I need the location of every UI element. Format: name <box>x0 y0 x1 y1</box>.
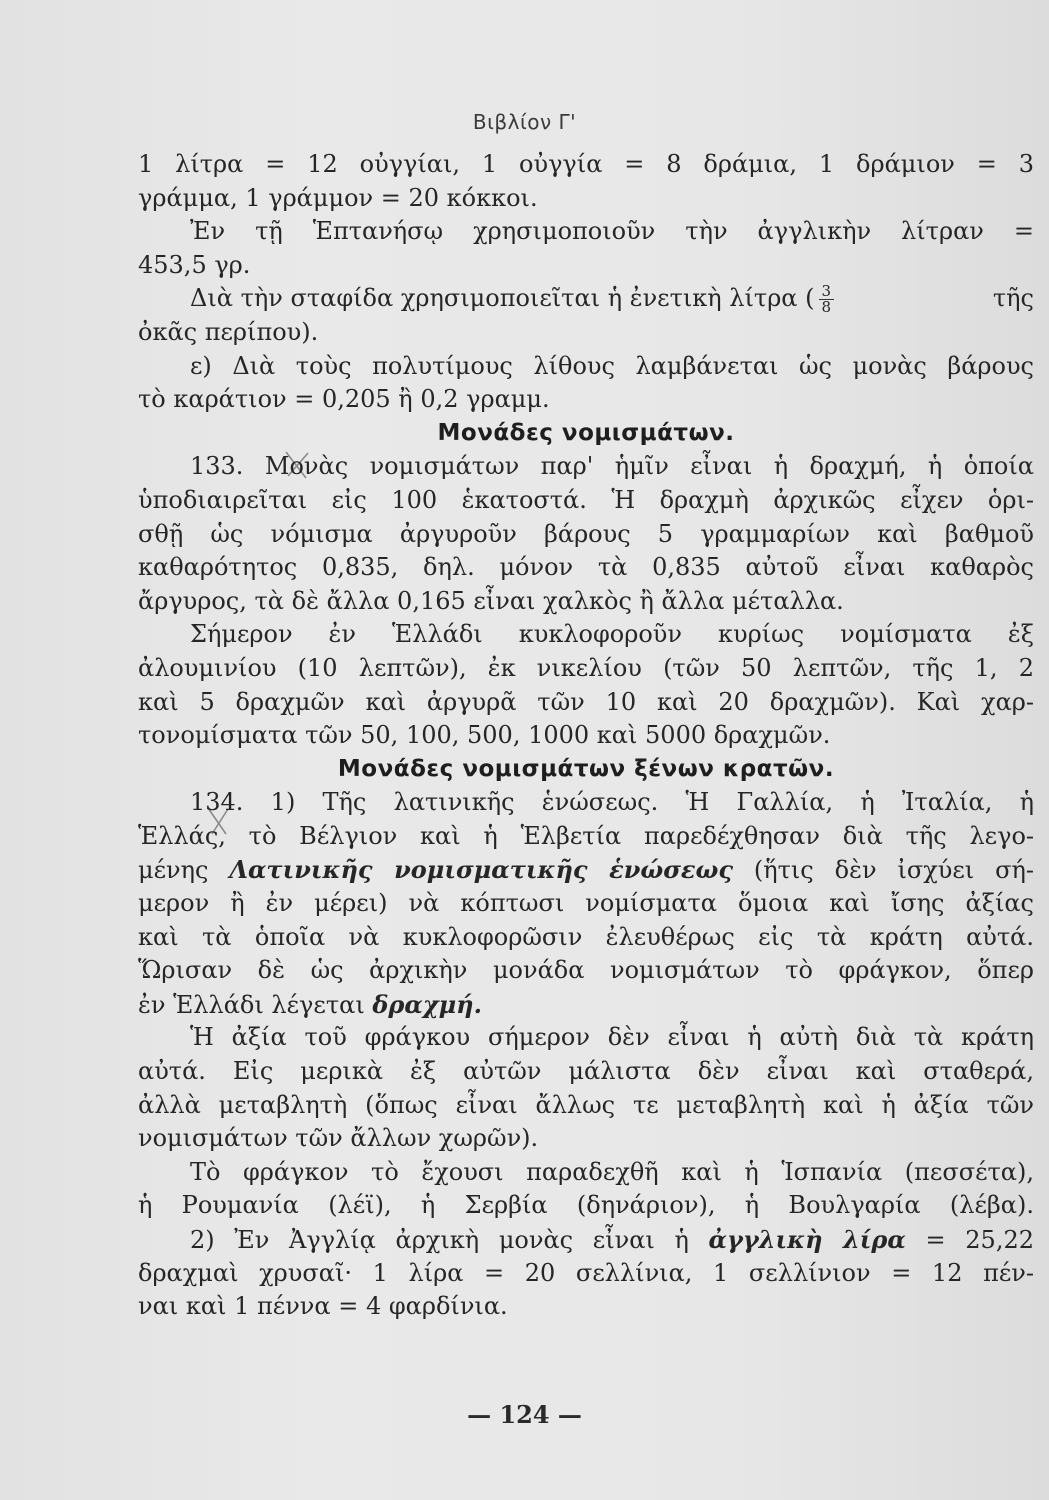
text-line: αὐτά. Εἰς μερικὰ ἐξ αὐτῶν μάλιστα δὲν εἶναι καὶ σταθερά, <box>138 1057 1034 1086</box>
text-line: ὀκᾶς περίπου). <box>138 317 319 346</box>
text-line <box>138 1223 1034 1257</box>
text-line: καὶ 5 δραχμῶν καὶ ἀργυρᾶ τῶν 10 καὶ 20 δραχμῶν). Καὶ χαρ- <box>138 687 1034 716</box>
text-line: Ἡ ἀξία τοῦ φράγκου σήμερον δὲν εἶναι ἡ αὐτὴ διὰ τὰ κράτη <box>190 1023 1034 1052</box>
text-line: τονομίσματα τῶν 50, 100, 500, 1000 καὶ 5000 δραχμῶν. <box>138 721 831 750</box>
text-line: καθαρότητος 0,835, δηλ. μόνον τὰ 0,835 αὐτοῦ εἶναι καθαρὸς <box>138 553 1034 582</box>
text-segment: ἐν Ἑλλάδι λέγεται <box>138 990 365 1019</box>
text-segment: τῆς <box>992 284 1034 313</box>
text-line: Ὥρισαν δὲ ὡς ἀρχικὴν μονάδα νομισμάτων τὸ φράγκον, ὅπερ <box>138 956 1034 985</box>
page-number: — 124 — <box>467 1400 582 1429</box>
text-segment: 2) Ἐν Ἀγγλίᾳ ἀρχικὴ μονὰς εἶναι ἡ <box>190 1226 689 1254</box>
text-line: σθῇ ὡς νόμισμα ἀργυροῦν βάρους 5 γραμμαρίων καὶ βαθμοῦ <box>138 519 1034 548</box>
text-line: ναι καὶ 1 πέννα = 4 φαρδίνια. <box>138 1292 508 1321</box>
text-segment: (ἥτις δὲν ἰσχύει σή- <box>753 856 1034 885</box>
text-line: νομισμάτων τῶν ἄλλων χωρῶν). <box>138 1124 539 1153</box>
text-line: καὶ τὰ ὁποῖα νὰ κυκλοφορῶσιν ἐλευθέρως εἰς τὰ κράτη αὐτά. <box>138 922 1034 951</box>
body-text <box>138 148 1034 1324</box>
text-segment: μένης <box>138 856 209 885</box>
emphasis-term: ἀγγλικὴ λίρα <box>708 1225 906 1254</box>
fraction-denominator: 8 <box>821 298 832 316</box>
section-heading: Μονάδες νομισμάτων ξένων κρατῶν. <box>337 755 835 782</box>
text-segment <box>190 282 838 316</box>
text-segment: = 25,22 <box>925 1226 1034 1254</box>
fraction <box>819 284 835 315</box>
text-line: γράμμα, 1 γράμμον = 20 κόκκοι. <box>138 183 538 212</box>
text-segment: Διὰ τὴν σταφίδα χρησιμοποιεῖται ἡ ἐνετικὴ λίτρα ( <box>190 284 815 313</box>
section-heading: Μονάδες νομισμάτων. <box>437 419 735 446</box>
text-line: μερον ἢ ἐν μέρει) νὰ κόπτωσι νομίσματα ὅμοια καὶ ἴσης ἀξίας <box>138 889 1034 918</box>
text-line: ἡ Ρουμανία (λέϊ), ἡ Σερβία (δηνάριον), ἡ Βουλγαρία (λέβα). <box>138 1191 1034 1220</box>
text-line <box>138 282 1034 316</box>
text-line: τὸ καράτιον = 0,205 ἢ 0,2 γραμμ. <box>138 385 550 414</box>
text-line: 134. 1) Τῆς λατινικῆς ἑνώσεως. Ἡ Γαλλία, ἡ Ἰταλία, ἡ <box>190 788 1034 817</box>
text-line: Ἑλλάς, τὸ Βέλγιον καὶ ἡ Ἑλβετία παρεδέχθησαν διὰ τῆς λεγο- <box>138 821 1034 850</box>
text-line: 453,5 γρ. <box>138 250 251 279</box>
text-line: Ἐν τῇ Ἑπτανήσῳ χρησιμοποιοῦν τὴν ἀγγλικὴν λίτραν = <box>190 217 1034 246</box>
text-line: Τὸ φράγκον τὸ ἔχουσι παραδεχθῆ καὶ ἡ Ἱσπανία (πεσσέτα), <box>190 1157 1034 1186</box>
text-line: ὑποδιαιρεῖται εἰς 100 ἑκατοστά. Ἡ δραχμὴ ἀρχικῶς εἶχεν ὁρι- <box>138 485 1034 514</box>
text-line: ἀλλὰ μεταβλητὴ (ὅπως εἶναι ἄλλως τε μεταβλητὴ καὶ ἡ ἀξία τῶν <box>138 1090 1034 1119</box>
text-line: ἀλουμινίου (10 λεπτῶν), ἐκ νικελίου (τῶν 50 λεπτῶν, τῆς 1, 2 <box>138 653 1034 682</box>
fraction-numerator: 3 <box>819 284 835 300</box>
text-line <box>138 988 1034 1022</box>
running-header: Βιβλίον Γ' <box>472 110 577 134</box>
emphasis-term: δραχμή. <box>372 989 482 1019</box>
text-line: δραχμαὶ χρυσαῖ· 1 λίρα = 20 σελλίνια, 1 σελλίνιον = 12 πέν- <box>138 1258 1034 1287</box>
text-line: 1 λίτρα = 12 οὐγγίαι, 1 οὐγγία = 8 δράμια, 1 δράμιον = 3 <box>138 150 1034 178</box>
text-line: ἄργυρος, τὰ δὲ ἄλλα 0,165 εἶναι χαλκὸς ἢ ἄλλα μέταλλα. <box>138 586 844 615</box>
text-line: ε) Διὰ τοὺς πολυτίμους λίθους λαμβάνεται ὡς μονὰς βάρους <box>190 351 1034 380</box>
text-line: 133. Μονὰς νομισμάτων παρ' ἡμῖν εἶναι ἡ δραχμή, ἡ ὁποία <box>190 452 1034 481</box>
emphasis-term: Λατινικῆς νομισματικῆς ἑνώσεως <box>229 855 733 885</box>
text-line <box>138 853 1034 887</box>
text-line: Σήμερον ἐν Ἑλλάδι κυκλοφοροῦν κυρίως νομίσματα ἐξ <box>190 620 1034 649</box>
